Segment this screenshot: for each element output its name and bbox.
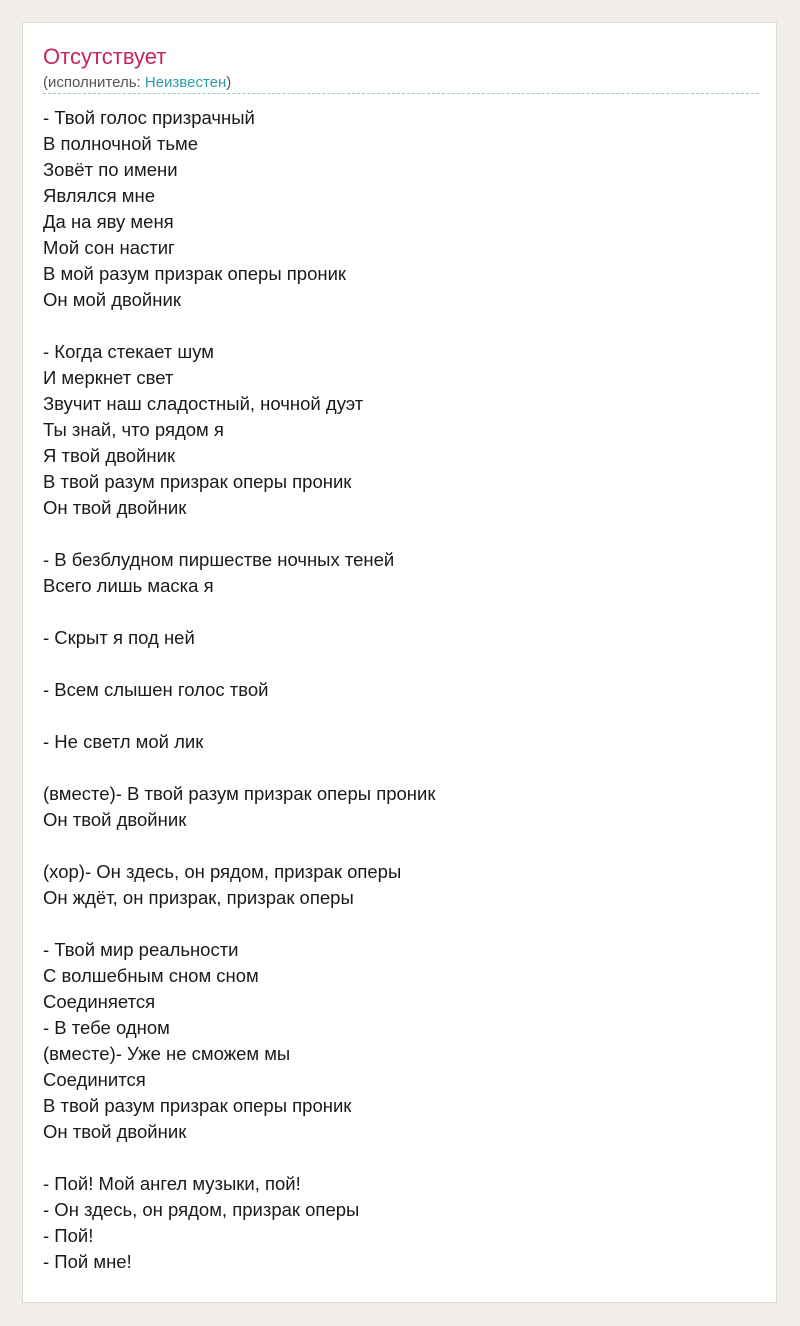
lyric-line: Он твой двойник <box>43 1121 187 1142</box>
lyric-line: Он ждёт, он призрак, призрак оперы <box>43 887 354 908</box>
song-title: Отсутствует <box>43 44 167 69</box>
lyric-line: Он твой двойник <box>43 809 187 830</box>
lyric-line: - В безблудном пиршестве ночных теней <box>43 549 395 570</box>
lyric-line: - Всем слышен голос твой <box>43 679 269 700</box>
lyric-line: - Пой! Мой ангел музыки, пой! <box>43 1173 301 1194</box>
lyric-line: Ты знай, что рядом я <box>43 419 224 440</box>
lyric-line: - Пой мне! <box>43 1251 132 1272</box>
lyric-line: И меркнет свет <box>43 367 174 388</box>
lyric-line: В полночной тьме <box>43 133 199 154</box>
lyric-line: Мой сон настиг <box>43 237 175 258</box>
stanza-break <box>43 755 435 781</box>
artist-line <box>43 73 231 93</box>
title-divider <box>43 93 759 94</box>
lyric-line: - Твой голос призрачный <box>43 107 255 128</box>
lyric-line: В твой разум призрак оперы проник <box>43 1095 352 1116</box>
artist-link[interactable]: Неизвестен <box>144 74 227 91</box>
lyric-line: - Не светл мой лик <box>43 731 204 752</box>
lyric-line: Он твой двойник <box>43 497 187 518</box>
lyric-line: - Когда стекает шум <box>43 341 214 362</box>
artist-suffix: ) <box>226 74 232 91</box>
stanza-break <box>43 521 435 547</box>
lyric-line: Да на яву меня <box>43 211 174 232</box>
lyric-line: Соединяется <box>43 991 156 1012</box>
lyric-line: (вместе)- В твой разум призрак оперы проник <box>43 783 436 804</box>
lyric-line: - Пой! <box>43 1225 94 1246</box>
lyric-line: С волшебным сном сном <box>43 965 259 986</box>
lyric-line: - Твой мир реальности <box>43 939 239 960</box>
lyric-line: Я твой двойник <box>43 445 176 466</box>
lyric-line: Он мой двойник <box>43 289 181 310</box>
lyrics-card <box>22 22 777 1303</box>
stanza-break <box>43 599 435 625</box>
lyric-line: (вместе)- Уже не сможем мы <box>43 1043 291 1064</box>
stanza-break <box>43 703 435 729</box>
lyric-line: Всего лишь маска я <box>43 575 214 596</box>
stanza-break <box>43 1145 435 1171</box>
lyric-line: Соединится <box>43 1069 146 1090</box>
lyric-line: В мой разум призрак оперы проник <box>43 263 347 284</box>
lyric-line: - Он здесь, он рядом, призрак оперы <box>43 1199 360 1220</box>
stanza-break <box>43 313 435 339</box>
lyric-line: Являлся мне <box>43 185 156 206</box>
lyric-line: В твой разум призрак оперы проник <box>43 471 352 492</box>
stanza-break <box>43 911 435 937</box>
lyric-line: - Скрыт я под ней <box>43 627 195 648</box>
stanza-break <box>43 833 435 859</box>
stanza-break <box>43 651 435 677</box>
lyric-line: (хор)- Он здесь, он рядом, призрак оперы <box>43 861 402 882</box>
artist-prefix: (исполнитель: <box>43 74 145 91</box>
lyrics-text <box>43 105 435 1275</box>
lyric-line: - В тебе одном <box>43 1017 170 1038</box>
lyric-line: Зовёт по имени <box>43 159 178 180</box>
lyric-line: Звучит наш сладостный, ночной дуэт <box>43 393 364 414</box>
